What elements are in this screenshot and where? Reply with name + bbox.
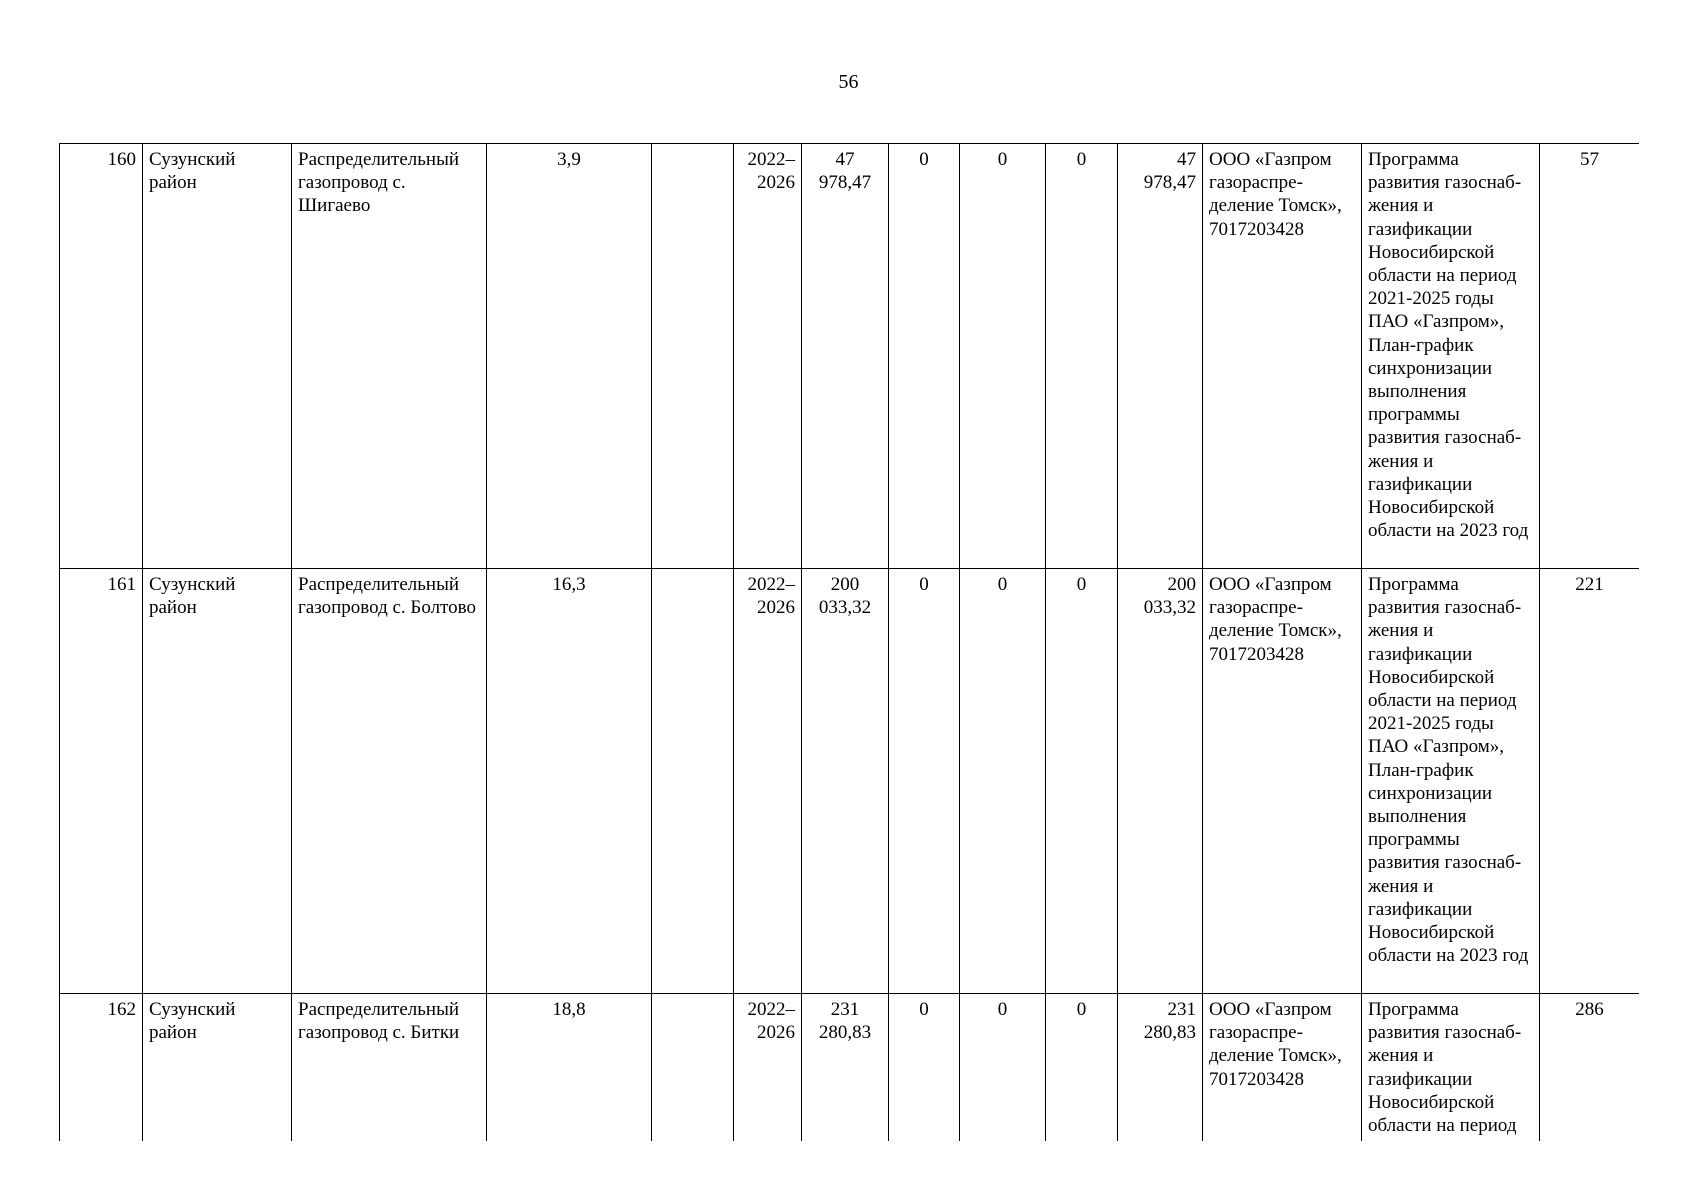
table-row: [60, 144, 1640, 569]
last-cell: 221: [1540, 569, 1640, 994]
last-cell: 57: [1540, 144, 1640, 569]
object-cell: Распределительный газопровод с. Шигаево: [292, 144, 487, 569]
table-container: [59, 143, 1639, 1141]
value-cell-2: 0: [960, 144, 1046, 569]
object-cell: Распределительный газопровод с. Болтово: [292, 569, 487, 994]
empty-cell: [652, 569, 734, 994]
gas-pipeline-table: [59, 143, 1639, 1141]
total-cell: 231 280,83: [802, 994, 889, 1142]
length-cell: 16,3: [487, 569, 652, 994]
row-number: 162: [60, 994, 143, 1142]
organization-cell: ООО «Газпром газораспре-деление Томск», 7017203428: [1203, 569, 1362, 994]
total-cell: 200 033,32: [802, 569, 889, 994]
table-row: [60, 994, 1640, 1142]
district-cell: Сузунский район: [143, 994, 292, 1142]
value-cell-1: 0: [889, 144, 960, 569]
row-number: 160: [60, 144, 143, 569]
period-cell: 2022– 2026: [734, 994, 802, 1142]
last-cell: 286: [1540, 994, 1640, 1142]
page-number: 56: [838, 71, 859, 93]
value-cell-2: 0: [960, 569, 1046, 994]
length-cell: 3,9: [487, 144, 652, 569]
program-cell: Программа развития газоснаб-жения и газификации Новосибирской области на период: [1362, 994, 1540, 1142]
value-cell-2: 0: [960, 994, 1046, 1142]
organization-cell: ООО «Газпром газораспре-деление Томск», 7017203428: [1203, 994, 1362, 1142]
other-sources-cell: 231 280,83: [1118, 994, 1203, 1142]
table-row: [60, 569, 1640, 994]
empty-cell: [652, 144, 734, 569]
row-number: 161: [60, 569, 143, 994]
period-cell: 2022– 2026: [734, 569, 802, 994]
value-cell-3: 0: [1046, 144, 1118, 569]
empty-cell: [652, 994, 734, 1142]
value-cell-3: 0: [1046, 994, 1118, 1142]
other-sources-cell: 47 978,47: [1118, 144, 1203, 569]
other-sources-cell: 200 033,32: [1118, 569, 1203, 994]
period-cell: 2022– 2026: [734, 144, 802, 569]
program-cell: Программа развития газоснаб-жения и газификации Новосибирской области на период 2021-2025 годы ПАО «Газпром», План-график синхронизации выполнения программы развития газоснаб-жения и газификации Новосибирской области на 2023 год: [1362, 569, 1540, 994]
district-cell: Сузунский район: [143, 144, 292, 569]
object-cell: Распределительный газопровод с. Битки: [292, 994, 487, 1142]
value-cell-1: 0: [889, 569, 960, 994]
district-cell: Сузунский район: [143, 569, 292, 994]
length-cell: 18,8: [487, 994, 652, 1142]
organization-cell: ООО «Газпром газораспре-деление Томск», 7017203428: [1203, 144, 1362, 569]
program-cell: Программа развития газоснаб-жения и газификации Новосибирской области на период 2021-2025 годы ПАО «Газпром», План-график синхронизации выполнения программы развития газоснаб-жения и газификации Новосибирской области на 2023 год: [1362, 144, 1540, 569]
value-cell-3: 0: [1046, 569, 1118, 994]
value-cell-1: 0: [889, 994, 960, 1142]
total-cell: 47 978,47: [802, 144, 889, 569]
